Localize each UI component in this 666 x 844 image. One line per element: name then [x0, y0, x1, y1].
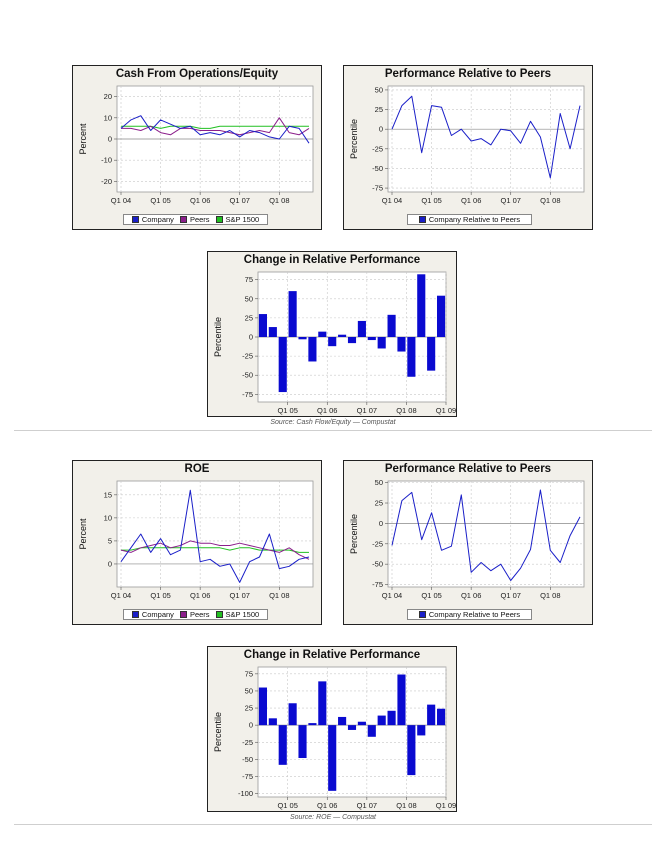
x-tick-label: Q1 06 [317, 801, 338, 810]
y-tick-label: 25 [244, 313, 253, 323]
y-tick-label: 10 [103, 113, 112, 123]
x-tick-label: Q1 09 [435, 406, 457, 415]
y-tick-label: 75 [244, 275, 253, 285]
bar [368, 725, 376, 737]
plot-area [388, 481, 584, 587]
y-tick-label: 50 [244, 294, 253, 304]
chart-plot [73, 461, 323, 626]
x-tick-label: Q1 07 [500, 591, 521, 600]
x-tick-label: Q1 07 [500, 196, 521, 205]
y-tick-label: 50 [374, 85, 383, 95]
bar [279, 725, 287, 765]
bar [308, 337, 316, 361]
bar [318, 332, 326, 337]
bar [378, 716, 386, 726]
x-tick-label: Q1 08 [269, 591, 290, 600]
chart-legend [123, 214, 268, 225]
chart-legend [407, 609, 532, 620]
x-tick-label: Q1 05 [150, 196, 171, 205]
y-tick-label: -50 [372, 163, 383, 173]
x-tick-label: Q1 08 [540, 196, 561, 205]
x-tick-label: Q1 05 [421, 591, 442, 600]
bar [289, 291, 297, 337]
legend-label: Company [141, 215, 174, 224]
y-tick-label: -50 [242, 370, 253, 380]
x-tick-label: Q1 06 [317, 406, 338, 415]
source-note: Source: ROE — Compustat [290, 814, 376, 821]
legend-sp1500-swatch [216, 216, 223, 223]
y-tick-label: 0 [378, 124, 383, 134]
y-tick-label: 5 [107, 536, 112, 546]
bar [407, 337, 415, 377]
y-tick-label: 0 [107, 559, 112, 569]
x-tick-label: Q1 09 [435, 801, 457, 810]
source-note: Source: Cash Flow/Equity — Compustat [270, 419, 396, 426]
roe-chart [72, 460, 322, 625]
legend-label: Peers [189, 215, 210, 224]
bar [417, 725, 425, 735]
bar [437, 296, 445, 337]
x-tick-label: Q1 08 [396, 406, 417, 415]
x-tick-label: Q1 04 [110, 591, 132, 600]
relative-performance-chart [343, 460, 593, 625]
y-tick-label: 10 [103, 513, 112, 523]
bar [397, 675, 405, 726]
x-tick-label: Q1 05 [277, 406, 298, 415]
y-tick-label: -25 [242, 351, 253, 361]
chart-title: ROE [184, 463, 210, 475]
chart-title: Performance Relative to Peers [384, 463, 552, 475]
bar [298, 725, 306, 758]
y-axis-label: Percentile [349, 118, 359, 160]
y-axis-label: Percentile [213, 316, 223, 358]
bar [269, 327, 277, 337]
relative-performance-chart [343, 65, 593, 230]
y-tick-label: 20 [103, 92, 112, 102]
bar [328, 725, 336, 791]
bar [358, 321, 366, 337]
y-axis-label: Percentile [213, 711, 223, 753]
chart-title: Change in Relative Performance [243, 254, 421, 266]
x-tick-label: Q1 04 [381, 591, 403, 600]
legend-company-swatch [132, 611, 139, 618]
bar [388, 711, 396, 725]
legend-peers-swatch [180, 216, 187, 223]
bar [368, 337, 376, 340]
divider [14, 430, 652, 431]
bar [388, 315, 396, 337]
legend-label: Peers [189, 610, 210, 619]
bar [348, 725, 356, 730]
y-tick-label: -75 [372, 183, 383, 193]
y-tick-label: 25 [244, 703, 253, 713]
x-tick-label: Q1 07 [356, 801, 378, 810]
chart-plot [344, 66, 594, 231]
bar [308, 723, 316, 725]
y-tick-label: 15 [103, 490, 112, 500]
y-axis-label: Percentile [349, 513, 359, 555]
bar [358, 722, 366, 725]
chart-legend [123, 609, 268, 620]
x-tick-label: Q1 04 [110, 196, 132, 205]
bar [407, 725, 415, 775]
x-tick-label: Q1 05 [277, 801, 298, 810]
x-tick-label: Q1 07 [356, 406, 378, 415]
x-tick-label: Q1 05 [421, 196, 442, 205]
chart-plot [344, 461, 594, 626]
bar [378, 337, 386, 348]
bar [328, 337, 336, 346]
legend-company-swatch [132, 216, 139, 223]
y-tick-label: 0 [107, 134, 112, 144]
legend-label: S&P 1500 [225, 610, 260, 619]
legend-label: Company Relative to Peers [428, 610, 521, 619]
x-tick-label: Q1 08 [540, 591, 561, 600]
chart-plot [73, 66, 323, 231]
x-tick-label: Q1 05 [150, 591, 171, 600]
x-tick-label: Q1 06 [189, 196, 211, 205]
bar [437, 709, 445, 725]
x-tick-label: Q1 06 [460, 591, 482, 600]
legend-company-swatch [419, 216, 426, 223]
y-tick-label: -75 [242, 771, 253, 781]
y-tick-label: 50 [374, 478, 383, 488]
y-tick-label: -25 [242, 737, 253, 747]
y-tick-label: 50 [244, 686, 253, 696]
cfo-equity-chart [72, 65, 322, 230]
y-tick-label: -75 [242, 389, 253, 399]
chart-plot [208, 252, 458, 418]
bar [338, 335, 346, 337]
legend-peers-swatch [180, 611, 187, 618]
chart-plot [208, 647, 458, 813]
x-tick-label: Q1 07 [229, 591, 250, 600]
bar [259, 314, 267, 337]
bar [279, 337, 287, 392]
bar [427, 337, 435, 371]
y-tick-label: 0 [248, 332, 253, 342]
legend-label: Company Relative to Peers [428, 215, 521, 224]
y-tick-label: 25 [374, 498, 383, 508]
chart-title: Cash From Operations/Equity [115, 68, 279, 80]
change-relative-performance-chart [207, 251, 457, 417]
plot-area [388, 86, 584, 192]
x-tick-label: Q1 04 [381, 196, 403, 205]
bar [338, 717, 346, 725]
x-tick-label: Q1 06 [460, 196, 482, 205]
divider [14, 824, 652, 825]
y-tick-label: -25 [372, 144, 383, 154]
bar [298, 337, 306, 339]
x-tick-label: Q1 07 [229, 196, 250, 205]
bar [318, 681, 326, 725]
bar [348, 337, 356, 343]
y-tick-label: -20 [101, 176, 112, 186]
bar [289, 703, 297, 725]
bar [269, 718, 277, 725]
legend-label: Company [141, 610, 174, 619]
chart-title: Performance Relative to Peers [384, 68, 552, 80]
bar [417, 274, 425, 337]
y-tick-label: -50 [242, 754, 253, 764]
y-tick-label: -75 [372, 580, 383, 590]
plot-area [117, 481, 313, 587]
chart-legend [407, 214, 532, 225]
bar [427, 705, 435, 726]
y-tick-label: 0 [378, 518, 383, 528]
chart-title: Change in Relative Performance [243, 649, 421, 661]
legend-company-swatch [419, 611, 426, 618]
y-tick-label: -10 [101, 155, 112, 165]
legend-sp1500-swatch [216, 611, 223, 618]
y-tick-label: -100 [237, 789, 253, 799]
legend-label: S&P 1500 [225, 215, 260, 224]
x-tick-label: Q1 06 [189, 591, 211, 600]
y-tick-label: 0 [248, 720, 253, 730]
y-axis-label: Percent [78, 518, 88, 550]
y-axis-label: Percent [78, 123, 88, 155]
y-tick-label: -50 [372, 559, 383, 569]
change-relative-performance-chart [207, 646, 457, 812]
y-tick-label: 75 [244, 669, 253, 679]
x-tick-label: Q1 08 [396, 801, 417, 810]
x-tick-label: Q1 08 [269, 196, 290, 205]
bar [259, 688, 267, 726]
bar [397, 337, 405, 352]
y-tick-label: 25 [374, 105, 383, 115]
y-tick-label: -25 [372, 539, 383, 549]
